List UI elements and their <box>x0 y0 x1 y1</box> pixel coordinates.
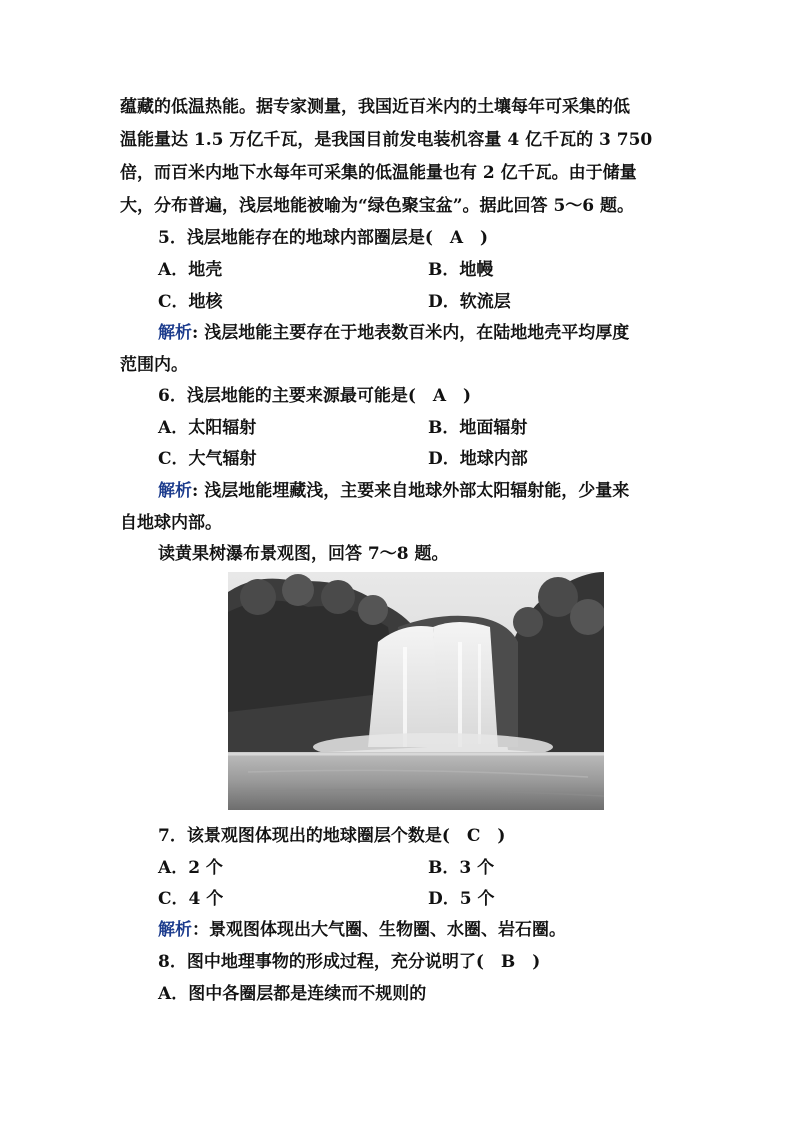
analysis-label: 解析 <box>158 481 192 501</box>
question-8-option-a: A．图中各圈层都是连续而不规则的 <box>158 984 427 1004</box>
question-7-option-c: C．4 个 <box>158 889 224 909</box>
question-6-option-d: D．地球内部 <box>428 449 528 469</box>
question-5-option-b: B．地幔 <box>428 260 494 280</box>
question-5-option-c: C．地核 <box>158 292 223 312</box>
question-5-stem: 5．浅层地能存在的地球内部圈层是( A ) <box>158 228 489 248</box>
question-5-analysis <box>158 322 629 344</box>
question-8-stem: 8．图中地理事物的形成过程，充分说明了( B ) <box>158 952 541 972</box>
question-6-analysis <box>158 480 629 502</box>
question-6-option-a: A．太阳辐射 <box>158 418 257 438</box>
question-5-option-d: D．软流层 <box>428 292 511 312</box>
question-7-stem: 7．该景观图体现出的地球圈层个数是( C ) <box>158 826 506 846</box>
question-7-option-a: A．2 个 <box>158 858 223 878</box>
section-intro: 读黄果树瀑布景观图，回答 7～8 题。 <box>158 544 449 564</box>
question-6-stem: 6．浅层地能的主要来源最可能是( A ) <box>158 386 472 406</box>
question-7-analysis <box>158 919 566 941</box>
question-5-analysis-cont: 范围内。 <box>120 355 188 375</box>
passage-line-1: 蕴藏的低温热能。据专家测量，我国近百米内的土壤每年可采集的低 <box>120 97 630 117</box>
analysis-text: : 浅层地能主要存在于地表数百米内，在陆地地壳平均厚度 <box>192 323 630 343</box>
question-7-option-b: B．3 个 <box>428 858 495 878</box>
question-5-option-a: A．地壳 <box>158 260 223 280</box>
question-6-option-b: B．地面辐射 <box>428 418 528 438</box>
question-6-option-c: C．大气辐射 <box>158 449 257 469</box>
analysis-text: : 浅层地能埋藏浅，主要来自地球外部太阳辐射能，少量来 <box>192 481 630 501</box>
waterfall-photo <box>228 572 604 810</box>
passage-line-2: 温能量达 1.5 万亿千瓦，是我国目前发电装机容量 4 亿千瓦的 3 750 <box>120 130 653 150</box>
passage-line-4: 大，分布普遍，浅层地能被喻为“绿色聚宝盆”。据此回答 5～6 题。 <box>120 196 635 216</box>
question-6-analysis-cont: 自地球内部。 <box>120 513 222 533</box>
question-7-option-d: D．5 个 <box>428 889 495 909</box>
analysis-label: 解析 <box>158 323 192 343</box>
analysis-text: ：景观图体现出大气圈、生物圈、水圈、岩石圈。 <box>192 920 566 940</box>
analysis-label: 解析 <box>158 920 192 940</box>
passage-line-3: 倍，而百米内地下水每年可采集的低温能量也有 2 亿千瓦。由于储量 <box>120 163 637 183</box>
waterfall-illustration <box>228 572 604 810</box>
